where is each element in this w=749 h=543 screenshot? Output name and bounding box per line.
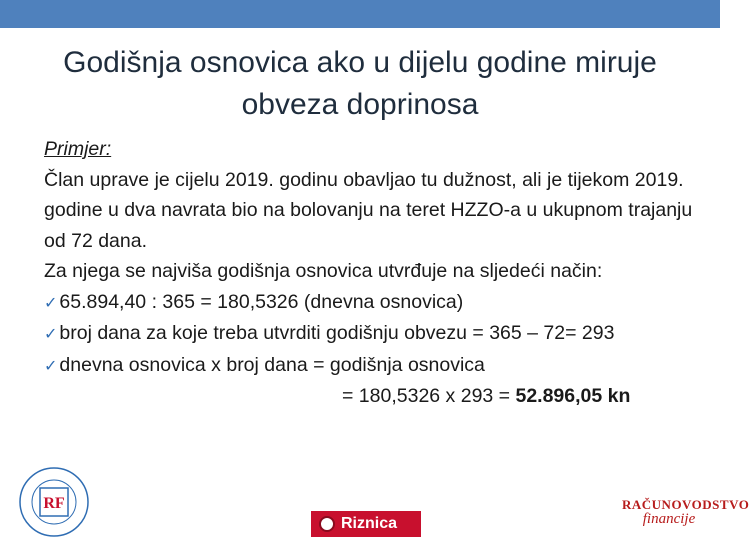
riznica-label: Riznica: [341, 515, 398, 532]
top-accent-bar: [0, 0, 720, 28]
association-seal-icon: [6, 462, 102, 538]
slide-title: [20, 42, 700, 126]
riznica-seal-icon: [319, 516, 335, 532]
checkmark-icon: ✓: [44, 324, 58, 343]
bullet-item: ✓ dnevna osnovica x broj dana = godišnja osnovica: [44, 353, 485, 376]
slide-body: [44, 134, 704, 412]
example-paragraph: Član uprave je cijelu 2019. godinu obavljao tu dužnost, ali je tijekom 2019. godine u dva navrata bio na bolovanju na teret HZZO-a u ukupnom trajanju od 72 dana.: [44, 168, 693, 252]
bullet-item: ✓ 65.894,40 : 365 = 180,5326 (dnevna osnovica): [44, 290, 464, 313]
bullet-item: ✓ broj dana za koje treba utvrditi godišnju obvezu = 365 – 72= 293: [44, 322, 615, 344]
example-heading: Primjer:: [44, 138, 112, 160]
method-paragraph: Za njega se najviša godišnja osnovica utvrđuje na sljedeći način:: [44, 260, 603, 282]
racunovodstvo-logo-line-2: financije: [642, 511, 696, 527]
slide-title-line-1: Godišnja osnovica ako u dijelu godine miruje: [63, 46, 657, 79]
association-logo: [6, 462, 102, 538]
svg-text:RF: RF: [43, 495, 65, 512]
checkmark-icon: ✓: [44, 355, 58, 375]
riznica-logo: [311, 511, 421, 537]
checkmark-icon: ✓: [44, 292, 58, 312]
slide-title-line-2: obveza doprinosa: [241, 88, 479, 121]
result-value: 52.896,05 kn: [515, 385, 631, 407]
racunovodstvo-logo: [622, 497, 749, 537]
racunovodstvo-logo-line-1: RAČUNOVODSTVO: [622, 497, 749, 512]
result-line: = 180,5326 x 293 = 52.896,05 kn: [342, 385, 631, 407]
